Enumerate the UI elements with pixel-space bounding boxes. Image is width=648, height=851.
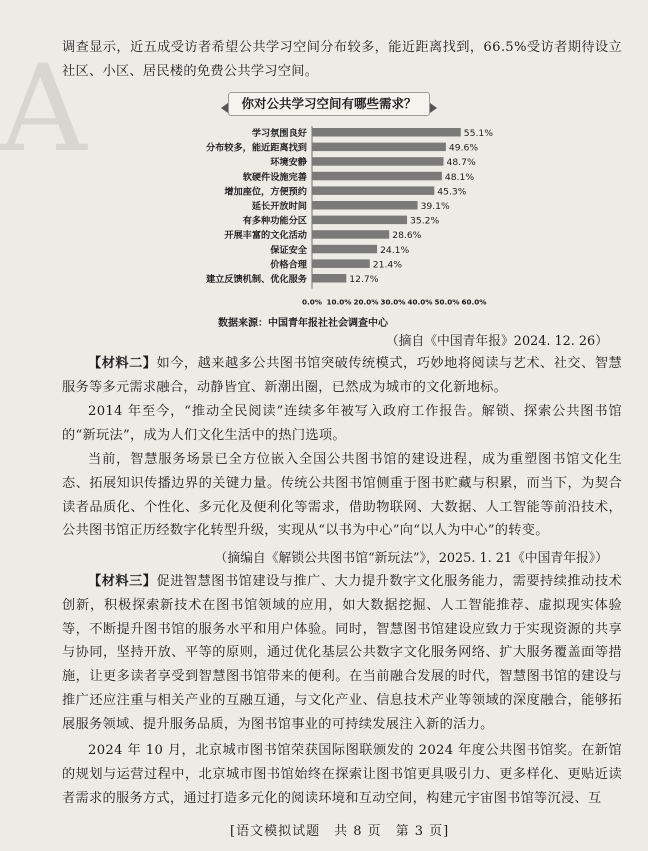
value-label: 45.3% bbox=[437, 186, 467, 198]
bar bbox=[312, 128, 461, 137]
value-label: 21.4% bbox=[372, 259, 402, 271]
bar bbox=[312, 201, 418, 210]
category-label: 开展丰富的文化活动 bbox=[224, 230, 307, 242]
value-label: 24.1% bbox=[380, 244, 410, 256]
x-tick-label: 50.0% bbox=[434, 297, 460, 307]
x-tick-label: 30.0% bbox=[380, 297, 406, 307]
category-label: 建立反馈机制、优化服务 bbox=[205, 274, 307, 285]
category-label: 软硬件设施完善 bbox=[242, 171, 307, 183]
bar bbox=[312, 143, 446, 152]
value-label: 55.1% bbox=[463, 128, 493, 139]
x-tick-label: 60.0% bbox=[461, 297, 487, 307]
citation-material2: （摘编自《解锁公共图书馆“新玩法”》，2025. 1. 21《中国青年报》） bbox=[214, 551, 608, 566]
x-tick-label: 20.0% bbox=[353, 297, 379, 307]
value-label: 12.7% bbox=[349, 274, 379, 285]
bar bbox=[312, 274, 346, 283]
category-label: 价格合理 bbox=[270, 259, 307, 271]
bar bbox=[312, 157, 443, 166]
page-footer: [语文模拟试题 共 8 页 第 3 页] bbox=[230, 824, 450, 839]
category-label: 增加座位，方便预约 bbox=[224, 186, 307, 198]
x-tick-label: 10.0% bbox=[326, 297, 352, 307]
intro-paragraph: 调查显示，近五成受访者希望公共学习空间分布较多，能近距离找到，66.5%受访者期待设立社区、小区、居民楼的免费公共学习空间。 bbox=[62, 40, 622, 79]
category-label: 延长开放时间 bbox=[251, 201, 307, 212]
category-label: 保证安全 bbox=[270, 244, 307, 256]
chart-title: 你对公共学习空间有哪些需求？ bbox=[228, 92, 430, 116]
material3-p1-text: 促进智慧图书馆建设与推广、大力提升数字文化服务能力，需要持续推动技术创新，积极探索新技术在图书馆领域的应用，如大数据挖掘、人工智能推荐、虚拟现实体验等，不断提升图书馆的服务水平和用户体验。同时，智慧图书馆建设应致力于实现资源的共享与协同，坚持开放、平等的原则，通过优化基层公共数字文化服务网络、扩大服务覆盖面等措施，让更多读者享受到智慧图书馆带来的便利。在当前融合发展的时代，智慧图书馆的建设与推广还应注重与相关产业的互融互通，与文化产业、信息技术产业等领域的深度融合，能够拓展服务领域、提升服务品质，为图书馆事业的可持续发展注入新的活力。 bbox=[62, 574, 623, 732]
citation-material1: （摘自《中国青年报》2024. 12. 26） bbox=[385, 334, 608, 349]
material3-paragraph2: 2024 年 10 月，北京城市图书馆荣获国际图联颁发的 2024 年度公共图书馆奖。在新馆的规划与运营过程中，北京城市图书馆始终在探索让图书馆更具吸引力、更多样化、更贴近读者需求的服务方式，通过打造多元化的阅读环境和互动空间，构建元宇宙图书馆等沉浸、互 bbox=[62, 743, 622, 806]
x-tick-label: 40.0% bbox=[407, 297, 433, 307]
bar bbox=[312, 216, 407, 225]
bar bbox=[312, 172, 442, 181]
demand-bar-chart bbox=[170, 122, 510, 314]
category-label: 分布较多，能近距离找到 bbox=[205, 142, 307, 154]
material2-label: 【材料二】 bbox=[88, 356, 157, 371]
value-label: 35.2% bbox=[410, 215, 440, 227]
x-tick-label: 0.0% bbox=[302, 297, 322, 307]
value-label: 39.1% bbox=[420, 201, 450, 212]
material3-label: 【材料三】 bbox=[88, 574, 157, 589]
bar bbox=[312, 259, 370, 268]
category-label: 学习氛围良好 bbox=[251, 128, 307, 139]
chart-source: 数据来源：中国青年报社社会调查中心 bbox=[218, 318, 388, 329]
material2-paragraph3: 当前，智慧服务场景已全方位嵌入全国公共图书馆的建设进程，成为重塑图书馆文化生态、拓展知识传播边界的关键力量。传统公共图书馆侧重于图书贮藏与积累，而当下，为契合读者品质化、个性化、多元化及便利化等需求，借助物联网、大数据、人工智能等前沿技术，公共图书馆正历经数字化转型升级，实现从“以书为中心”向“以人为中心”的转变。 bbox=[62, 452, 622, 539]
category-label: 有多种功能分区 bbox=[242, 215, 307, 227]
value-label: 49.6% bbox=[448, 142, 479, 154]
value-label: 28.6% bbox=[392, 230, 422, 242]
bar bbox=[312, 245, 377, 254]
value-label: 48.1% bbox=[444, 171, 475, 183]
material2-p1-text: 如今，越来越多公共图书馆突破传统模式，巧妙地将阅读与艺术、社交、智慧服务等多元需求融合，动静皆宜、新潮出圈，已然成为城市的文化新地标。 bbox=[62, 356, 623, 395]
bar bbox=[312, 230, 389, 239]
material2-paragraph1 bbox=[62, 352, 622, 400]
material2-paragraph2: 2014 年至今，“推动全民阅读”连续多年被写入政府工作报告。解锁、探索公共图书馆的“新玩法”，成为人们文化生活中的热门选项。 bbox=[62, 404, 622, 443]
material3-paragraph1 bbox=[62, 570, 622, 737]
value-label: 48.7% bbox=[446, 157, 476, 169]
bar bbox=[312, 186, 434, 195]
category-label: 环境安静 bbox=[270, 157, 307, 169]
watermark-letter: A bbox=[0, 40, 87, 179]
